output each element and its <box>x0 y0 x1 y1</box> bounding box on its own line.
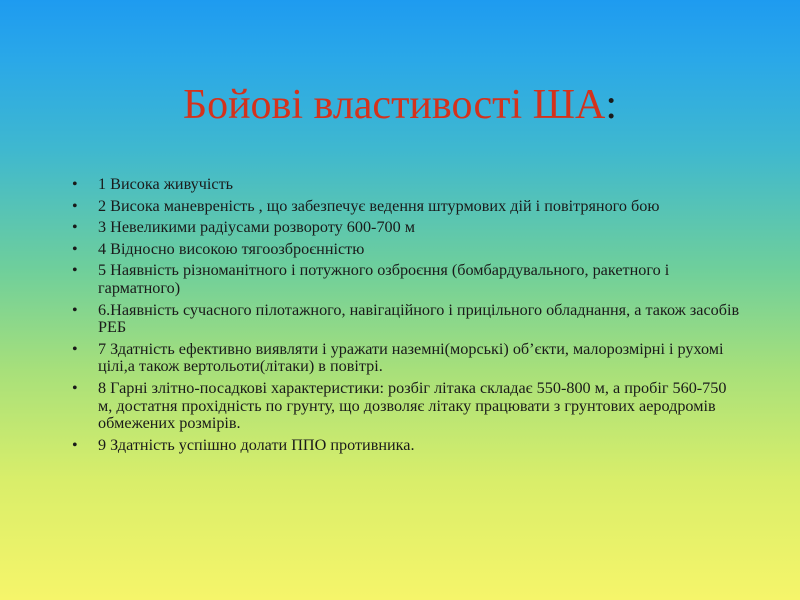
bullet-item <box>72 219 742 237</box>
bullet-text: 9 Здатність успішно долати ППО противника. <box>98 435 415 454</box>
bullet-text: 5 Наявність різноманітного і потужного озброєння (бомбардувального, ракетного і гарматного) <box>98 261 670 297</box>
bullet-glyph: • <box>72 436 78 454</box>
slide-title-text: Бойові властивості ША <box>182 82 606 128</box>
bullet-item <box>72 176 742 194</box>
slide-title-colon: : <box>605 82 618 128</box>
bullet-item <box>72 341 742 376</box>
bullet-item <box>72 241 742 259</box>
bullet-text: 2 Висока маневреність , що забезпечує ведення штурмових дій і повітряного бою <box>98 196 660 215</box>
bullet-glyph: • <box>72 301 78 319</box>
bullet-glyph: • <box>72 219 78 237</box>
bullet-text: 4 Відносно високою тягоозброєнністю <box>98 239 365 258</box>
bullet-list <box>72 176 742 458</box>
bullet-item <box>72 198 742 216</box>
bullet-glyph: • <box>72 262 78 280</box>
bullet-item <box>72 262 742 297</box>
bullet-text: 6.Наявність сучасного пілотажного, навігаційного і прицільного обладнання, а також засобів РЕБ <box>98 300 740 337</box>
bullet-glyph: • <box>72 240 78 258</box>
slide-title <box>0 80 800 130</box>
bullet-glyph: • <box>72 379 78 397</box>
bullet-glyph: • <box>72 176 78 193</box>
bullet-item <box>72 437 742 455</box>
bullet-text: 1 Висока живучість <box>98 175 234 193</box>
bullet-item <box>72 380 742 433</box>
bullet-glyph: • <box>72 197 78 215</box>
bullet-glyph: • <box>72 340 78 358</box>
bullet-text: 7 Здатність ефективно виявляти і уражати наземні(морські) об’єкти, малорозмірні і рухомі цілі,а також вертольоти(літаки) в повітрі. <box>98 339 724 376</box>
bullet-text: 8 Гарні злітно-посадкові характеристики: розбіг літака складає 550-800 м, а пробіг 560-750 м, достатня прохідність по грунту, що дозволяє літаку працювати з грунтових аеродромів обмежених розмірів. <box>98 378 727 433</box>
bullet-item <box>72 302 742 337</box>
bullet-text: 3 Невеликими радіусами розвороту 600-700 м <box>98 218 416 237</box>
